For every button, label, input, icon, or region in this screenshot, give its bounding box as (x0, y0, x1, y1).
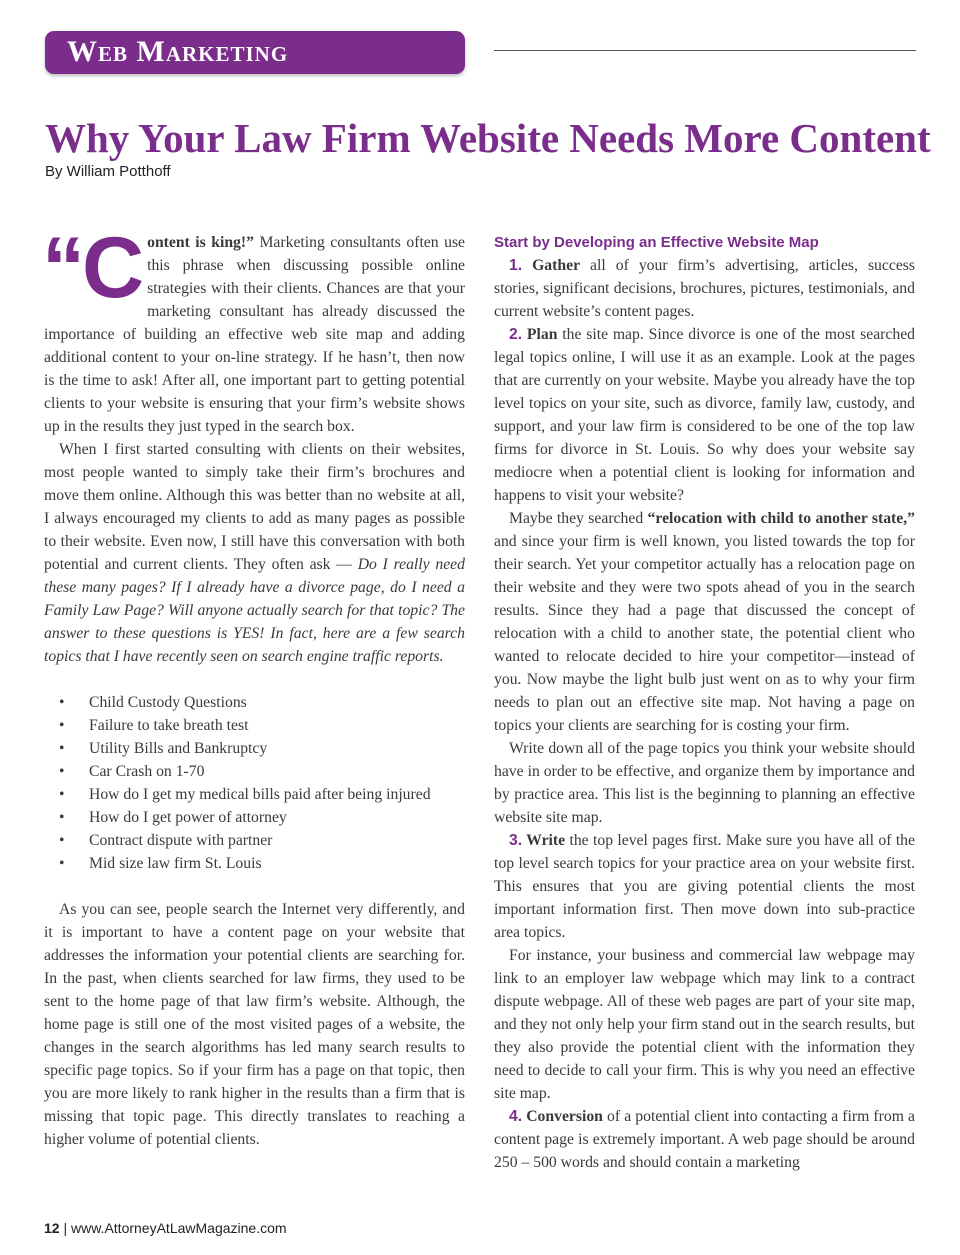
paragraph-text: Maybe they searched (509, 510, 648, 527)
bullet: • (59, 809, 65, 826)
list-item (44, 737, 465, 760)
relocation-paragraph (494, 507, 915, 737)
list-item (44, 760, 465, 783)
section-subhead: Start by Developing an Effective Website Map (494, 234, 819, 251)
step-text: the top level pages first. Make sure you have all of the top level search topics for your practice area on your website first. This ensures that you are giving potential clients the most important information first. Then move down into sub-practice area topics. (494, 832, 915, 941)
list-item-text: Mid size law firm St. Louis (89, 855, 262, 872)
consulting-italic: Do I really need these many pages? If I already have a divorce page, do I need a Family Law Page? Will anyone actually search for that topic? The answer to these questions is YES! In fact, here are a few search topics that I have recently seen on search engine traffic reports. (44, 556, 465, 665)
consulting-paragraph (44, 438, 465, 668)
list-item-text: Child Custody Questions (89, 694, 247, 711)
search-topics-list (44, 691, 465, 875)
paragraph-text: and since your firm is well known, you listed towards the top for their search. Yet your competitor actually has a relocation page on their website and they were two spots ahead of you in the search results. Since they had a page that discussed the concept of relocation with a child to another state, the potential client who wanted to relocate decided to hire your competitor—instead of you. Now maybe the light bulb just went on as to why your firm needs to plan out an effective site map. Not having a page on topics your clients are searching for is costing your firm. (494, 533, 915, 734)
consulting-text: When I first started consulting with clients on their websites, most people wanted to simply take their firm’s brochures and move them online. Although this was better than no website at all, I always encouraged my clients to add as many pages as possible to their website. Even now, I still have this conversation with both potential and current clients. They often ask — (44, 441, 465, 573)
right-column (494, 231, 915, 1174)
step-plan (494, 323, 915, 507)
footer-url: www.AttorneyAtLawMagazine.com (71, 1220, 287, 1236)
list-item-text: Failure to take breath test (89, 717, 249, 734)
bullet: • (59, 786, 65, 803)
step-number: 4. (509, 1108, 523, 1125)
list-item (44, 691, 465, 714)
list-item (44, 783, 465, 806)
step-number: 3. (509, 832, 523, 849)
bullet: • (59, 717, 65, 734)
instance-paragraph: For instance, your business and commercial law webpage may link to an employer law webpage which may link to a contract dispute webpage. All of these web pages are part of your site map, and they not only help your firm stand out in the search results, but they also provide the potential client with the information they need to decide to call your firm. This is why you need an effective site map. (494, 947, 915, 1102)
bullet: • (59, 694, 65, 711)
list-item (44, 852, 465, 875)
bullet: • (59, 740, 65, 757)
intro-lead: ontent is king!” (147, 234, 254, 251)
list-item-text: Utility Bills and Bankruptcy (89, 740, 268, 757)
intro-text: Marketing consultants often use this phrase when discussing possible online strategies with their clients. Chances are that your marketing consultant has already discussed the importance of building an effective web site map and adding additional content to your on-line strategy. If he hasn’t, then now is the time to ask! After all, one important part to getting potential clients to your website is ensuring that your firm’s website shows up in the results they just typed in the search box. (44, 234, 466, 435)
intro-paragraph (42, 220, 466, 438)
list-item (44, 806, 465, 829)
step-keyword: Plan (522, 326, 558, 343)
step-write (494, 829, 915, 944)
list-item-text: How do I get my medical bills paid after being injured (89, 786, 431, 803)
step-text: of a potential client into contacting a firm from a content page is extremely important. A web page should be around 250 – 500 words and should contain a marketing (494, 1108, 915, 1171)
bullet: • (59, 832, 65, 849)
article-title: Why Your Law Firm Website Needs More Content (45, 115, 931, 161)
page-footer (44, 1220, 287, 1236)
step-conversion (494, 1105, 915, 1174)
list-item-text: Contract dispute with partner (89, 832, 273, 849)
step-text: the site map. Since divorce is one of the most searched legal topics online, I will use it as an example. Look at the pages that are currently on your website. Maybe you already have the top level topics on your site, such as divorce, family law, custody, and support, and your law firm is considered to be one of the top law firms for divorce in St. Louis. So why does your website say mediocre when a potential client is looking for information and happens to visit your website? (494, 326, 916, 504)
step-gather (494, 254, 915, 323)
step-keyword: Gather (522, 257, 581, 274)
page-number: 12 (44, 1220, 60, 1236)
left-column (42, 220, 466, 1151)
byline: By William Potthoff (45, 163, 171, 180)
step-number: 2. (509, 326, 523, 343)
list-item-text: How do I get power of attorney (89, 809, 287, 826)
list-item-text: Car Crash on 1-70 (89, 763, 205, 780)
search-phrase: “relocation with child to another state,” (647, 510, 915, 527)
step-keyword: Write (522, 832, 566, 849)
section-banner (45, 31, 465, 74)
list-item (44, 714, 465, 737)
drop-cap: “C (42, 220, 142, 316)
footer-separator: | (63, 1220, 68, 1236)
bullet: • (59, 855, 65, 872)
step-text: all of your firm’s advertising, articles, success stories, significant decisions, brochures, pictures, testimonials, and current website’s content pages. (494, 257, 915, 320)
bullet: • (59, 763, 65, 780)
section-label: Web Marketing (67, 35, 289, 68)
step-keyword: Conversion (522, 1108, 603, 1125)
header-rule (494, 50, 916, 51)
search-paragraph: As you can see, people search the Internet very differently, and it is important to have a content page on your website that addresses the information your potential clients are searching for. In the past, when clients searched for law firms, they used to be sent to the home page of that law firm’s website. Although, the home page is still one of the most visited pages of a website, the changes in the search algorithms has led many search results to specific page topics. So if your firm has a page on that topic, then you are more likely to rank higher in the results than a firm that is missing that topic page. This directly translates to reaching a higher volume of potential clients. (44, 901, 465, 1148)
write-down-paragraph: Write down all of the page topics you think your website should have in order to be effective, and organize them by importance and by practice area. This list is the beginning to planning an effective website site map. (494, 740, 915, 826)
step-number: 1. (509, 257, 523, 274)
list-item (44, 829, 465, 852)
